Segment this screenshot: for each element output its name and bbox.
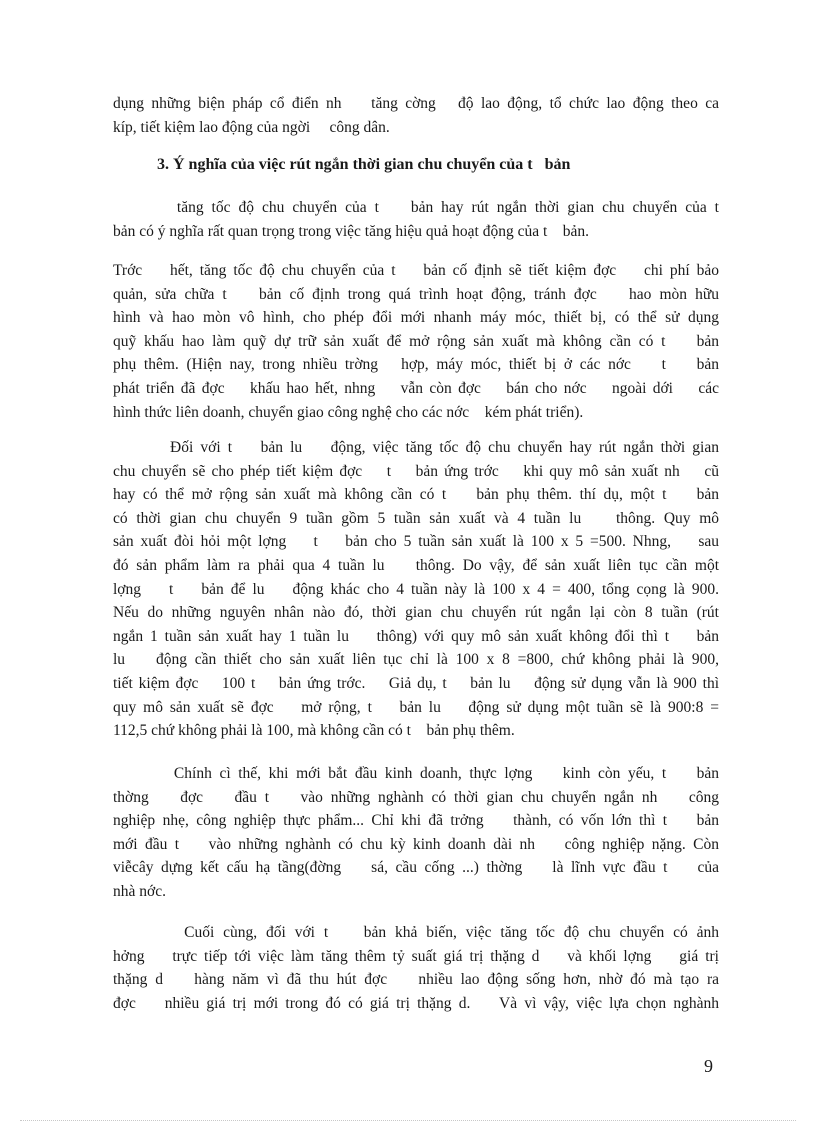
text-line: quy mô sản xuất sẽ đợc mở rộng, t bản lu động sử dụng một tuần sẽ là 900:8 = [113, 698, 719, 716]
text-line: Trớc hết, tăng tốc độ chu chuyển của t bản cố định sẽ tiết kiệm đợc chi phí bảo [113, 262, 719, 279]
text-line: có thời gian chu chuyển 9 tuần gồm 5 tuần sản xuất và 4 tuần lu thông. Quy mô [113, 509, 719, 527]
text-line: mới đầu t vào những nghành có chu kỳ kinh doanh dài nh công nghiệp nặng. Còn [113, 835, 719, 853]
text-line: dụng những biện pháp cổ điển nh tăng cờng độ lao động, tổ chức lao động theo ca [113, 95, 719, 112]
text-line: hình thức liên doanh, chuyển giao công nghệ cho các nớc kém phát triển). [113, 403, 584, 421]
text-line: đợc nhiều giá trị mới trong đó có giá trị thặng d. Và vì vậy, việc lựa chọn nghành [113, 994, 719, 1012]
text-line: quỹ khấu hao làm quỹ dự trữ sản xuất để mở rộng sản xuất mà không cần có t bản [113, 332, 719, 350]
paragraph-2 [113, 259, 719, 424]
text-line: Đối với t bản lu động, việc tăng tốc độ chu chuyển hay rút ngắn thời gian [113, 439, 719, 456]
text-line: thặng d hàng năm vì đã thu hút đợc nhiều lao động sống hơn, nhờ đó mà tạo ra [113, 971, 719, 989]
paragraph-3 [113, 436, 719, 743]
section-heading: 3. Ý nghĩa của việc rút ngắn thời gian chu chuyển của t bản [157, 156, 571, 173]
page-number: 9 [704, 1056, 713, 1076]
paragraph-intro [113, 92, 719, 139]
text-line: phát triển đã đợc khấu hao hết, nhng vẫn còn đợc bán cho nớc ngoài dới các [113, 379, 719, 397]
text-line: Chính cì thế, khi mới bắt đầu kinh doanh, thực lợng kinh còn yếu, t bản [113, 765, 719, 782]
text-line: quản, sửa chữa t bản cố định trong quá trình hoạt động, tránh đợc hao mòn hữu [113, 285, 719, 303]
text-line: phụ thêm. (Hiện nay, trong nhiều trờng hợp, máy móc, thiết bị ở các nớc t bản [113, 356, 719, 374]
text-line: tiết kiệm đợc 100 t bản ứng trớc. Giả dụ, t bản lu động sử dụng vẫn là 900 thì [113, 674, 719, 692]
text-line: tăng tốc độ chu chuyển của t bản hay rút ngắn thời gian chu chuyển của t [113, 199, 719, 216]
footer-divider [20, 1120, 796, 1121]
text-line: 112,5 chứ không phải là 100, mà không cần có t bản phụ thêm. [113, 722, 515, 740]
text-line: bản có ý nghĩa rất quan trọng trong việc tăng hiệu quả hoạt động của t bản. [113, 222, 590, 240]
text-line: nghiệp nhẹ, công nghiệp thực phẩm... Chỉ khi đã trởng thành, có vốn lớn thì t bản [113, 812, 719, 830]
text-line: thờng đợc đầu t vào những nghành có thời gian chu chuyển ngắn nh công [113, 788, 719, 806]
text-line: viễcây dựng kết cấu hạ tầng(đờng sá, cầu cống ...) thờng là lĩnh vực đầu t của [113, 859, 719, 877]
paragraph-4 [113, 762, 719, 904]
text-line: lu động cần thiết cho sản xuất liên tục chỉ là 100 x 8 =800, chứ không phải là 900, [113, 651, 719, 669]
text-line: Cuối cùng, đối với t bản khả biến, việc tăng tốc độ chu chuyển có ảnh [113, 924, 719, 941]
paragraph-1 [113, 196, 719, 243]
text-line: sản xuất đòi hỏi một lợng t bản cho 5 tuần sản xuất là 100 x 5 =500. Nhng, sau [113, 533, 719, 551]
text-line: hình và hao mòn vô hình, cho phép đổi mới nhanh máy móc, thiết bị, có thể sử dụng [113, 309, 719, 327]
text-line: ngắn 1 tuần sản xuất hay 1 tuần lu thông) với quy mô sản xuất không đổi thì t bản [113, 627, 719, 645]
text-line: hay có thể mở rộng sản xuất mà không cần có t bản phụ thêm. thí dụ, một t bản [113, 486, 719, 504]
text-line: chu chuyển sẽ cho phép tiết kiệm đợc t bản ứng trớc khi quy mô sản xuất nh cũ [113, 462, 719, 480]
text-line: nhà nớc. [113, 882, 166, 900]
text-line: Nếu do những nguyên nhân nào đó, thời gian chu chuyển rút ngắn lại còn 8 tuần (rút [113, 604, 719, 622]
text-line: lợng t bản để lu động khác cho 4 tuần này là 100 x 4 = 400, tổng cọng là 900. [113, 580, 719, 598]
paragraph-5 [113, 921, 719, 1015]
text-line: kíp, tiết kiệm lao động của ngời công dân. [113, 118, 390, 136]
text-line: hởng trực tiếp tới việc làm tăng thêm tỷ suất giá trị thặng d và khối lợng giá trị [113, 947, 719, 965]
text-line: đó sản phẩm làm ra phải qua 4 tuần lu thông. Do vậy, để sản xuất liên tục cần một [113, 556, 719, 574]
